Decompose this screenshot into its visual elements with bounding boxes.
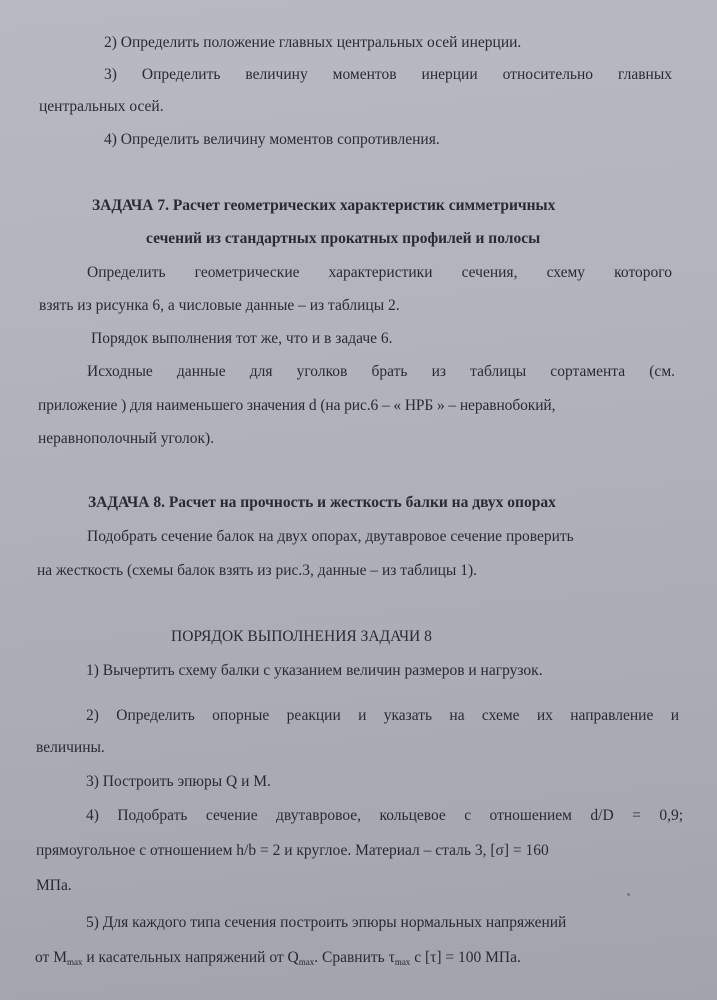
task7-title: ЗАДАЧА 7. Расчет геометрических характеристик симметричных — [92, 197, 556, 214]
text-line: Подобрать сечение балок на двух опорах, двутавровое сечение проверить — [87, 528, 574, 545]
subscript-max: max — [66, 957, 83, 967]
text-line: Исходные данные для уголков брать из таблицы сортамента (см. — [87, 363, 675, 380]
task7-title-cont: сечений из стандартных прокатных профилей и полосы — [146, 230, 541, 247]
text-line: величины. — [36, 739, 105, 756]
text-line-formula — [35, 948, 521, 968]
text-line: 4) Подобрать сечение двутавровое, кольцевое с отношением d/D = 0,9; — [86, 807, 683, 824]
text-fragment: с [τ] = 100 МПа. — [410, 949, 521, 966]
subscript-max: max — [298, 957, 315, 967]
text-line: 3) Определить величину моментов инерции относительно главных — [104, 66, 672, 83]
text-line: Порядок выполнения тот же, что и в задаче 6. — [91, 330, 393, 347]
text-line: 2) Определить положение главных центральных осей инерции. — [104, 34, 522, 51]
text-line: приложение ) для наименьшего значения d (на рис.6 – « НРБ » – неравнобокий, — [38, 397, 556, 414]
text-fragment: и касательных напряжений от Q — [82, 949, 299, 966]
section-heading: ПОРЯДОК ВЫПОЛНЕНИЯ ЗАДАЧИ 8 — [171, 628, 432, 645]
text-line: 2) Определить опорные реакции и указать на схеме их направление и — [86, 707, 679, 724]
text-line: 3) Построить эпюры Q и M. — [86, 773, 271, 790]
paper-speck — [627, 893, 630, 896]
text-line: центральных осей. — [39, 98, 164, 115]
subscript-max: max — [394, 957, 411, 967]
text-line: 5) Для каждого типа сечения построить эпюры нормальных напряжений — [86, 914, 567, 931]
task8-title: ЗАДАЧА 8. Расчет на прочность и жесткость балки на двух опорах — [88, 494, 556, 511]
text-line: на жесткость (схемы балок взять из рис.3, данные – из таблицы 1). — [37, 562, 477, 579]
text-line: Определить геометрические характеристики сечения, схему которого — [87, 264, 672, 281]
text-line: 1) Вычертить схему балки с указанием величин размеров и нагрузок. — [86, 662, 543, 679]
text-line: взять из рисунка 6, а числовые данные – из таблицы 2. — [39, 297, 400, 314]
text-fragment: от M — [35, 949, 67, 966]
text-line: прямоугольное с отношением h/b = 2 и круглое. Материал – сталь 3, [σ] = 160 — [36, 842, 549, 859]
text-line: МПа. — [36, 877, 72, 894]
text-line: 4) Определить величину моментов сопротивления. — [104, 131, 440, 148]
text-fragment: . Сравнить τ — [314, 949, 395, 966]
text-line: неравнополочный уголок). — [38, 430, 215, 447]
